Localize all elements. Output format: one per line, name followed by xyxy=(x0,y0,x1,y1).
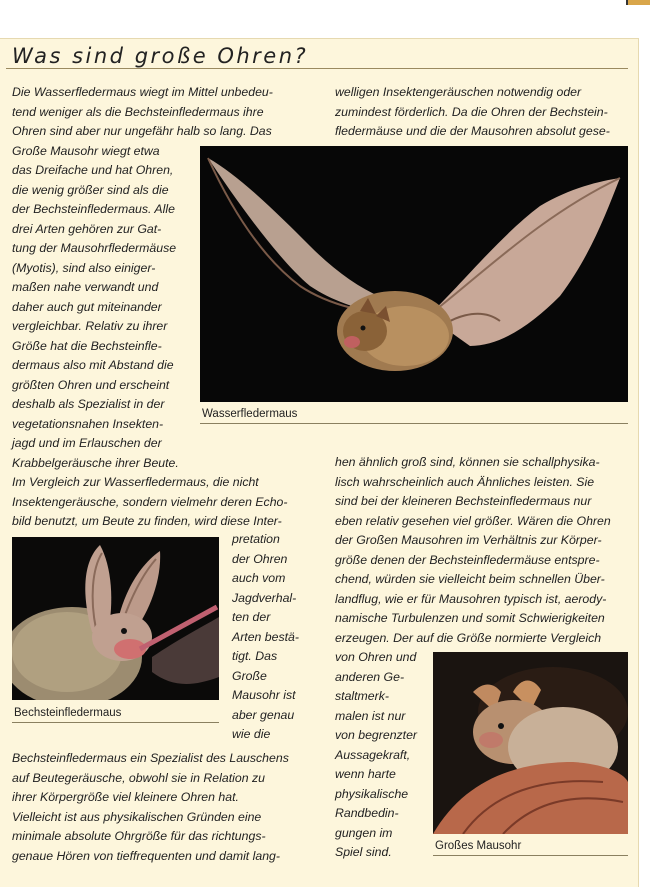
text-line: auch vom xyxy=(232,571,286,585)
text-line: landflug, wie er für Mausohren typisch ist, aerody- xyxy=(335,591,607,606)
text-line: Mausohr ist xyxy=(232,688,296,702)
text-line: größten Ohren und erscheint xyxy=(12,377,170,392)
text-line: deshalb als Spezialist in der xyxy=(12,397,165,411)
text-line: drei Arten gehören zur Gat- xyxy=(12,221,162,236)
text-line: lisch wahrscheinlich auch Ähnliches leisten. Sie xyxy=(335,474,595,489)
text-line: vegetationsnahen Insekten- xyxy=(12,416,164,431)
text-line: namische Turbulenzen und somit Schwierigkeiten xyxy=(335,611,605,625)
text-line: Große xyxy=(232,668,267,683)
text-line: ihrer Körpergröße viel kleinere Ohren hat. xyxy=(12,790,239,804)
caption-rule-bechsteinfledermaus xyxy=(12,722,219,723)
text-line: der Bechsteinfledermaus. Alle xyxy=(12,202,175,216)
caption-grosses-mausohr: Großes Mausohr xyxy=(435,840,522,852)
text-line: maßen nahe verwandt und xyxy=(12,280,159,294)
text-line: daher auch gut miteinander xyxy=(12,299,162,314)
text-line: ten der xyxy=(232,610,271,624)
text-line: welligen Insektengeräuschen notwendig oder xyxy=(335,85,582,99)
text-line: Bechsteinfledermaus ein Spezialist des Lauschens xyxy=(12,751,289,765)
text-line: Jagdverhal- xyxy=(232,590,297,605)
text-line: Größe hat die Bechsteinfle- xyxy=(12,338,162,353)
caption-bechsteinfledermaus: Bechsteinfledermaus xyxy=(14,707,122,719)
text-line: auf Beutegeräusche, obwohl sie in Relation zu xyxy=(12,770,265,785)
text-line: anderen Ge- xyxy=(335,669,405,684)
text-line: physikalische xyxy=(335,786,409,801)
text-line: hen ähnlich groß sind, können sie schallphysika- xyxy=(335,455,600,469)
text-line: Randbedin- xyxy=(335,806,399,820)
text-line: eben relativ gesehen viel größer. Wären die Ohren xyxy=(335,513,611,528)
caption-rule-wasserfledermaus xyxy=(200,423,628,424)
column2-top-text xyxy=(335,83,610,142)
column1-bottom-text xyxy=(12,749,289,866)
text-line: pretation xyxy=(232,532,280,546)
text-line: größe denen der Bechsteinfledermäuse entspre- xyxy=(335,552,600,567)
text-line: zumindest förderlich. Da die Ohren der Bechstein- xyxy=(335,104,608,119)
text-line: fledermäuse und die der Mausohren absolut gese- xyxy=(335,124,610,138)
text-line: wenn harte xyxy=(335,767,396,781)
text-line: Krabbelgeräusche ihrer Beute. xyxy=(12,455,179,470)
photo-wasserfledermaus xyxy=(200,146,628,402)
text-line: jagd und im Erlauschen der xyxy=(12,436,162,450)
text-line: der Ohren xyxy=(232,551,288,566)
text-line: Vielleicht ist aus physikalischen Gründen eine xyxy=(12,809,262,824)
corner-accent xyxy=(628,0,650,5)
text-line: chend, würden sie vielleicht beim schnellen Über- xyxy=(335,572,605,586)
text-line: Im Vergleich zur Wasserfledermaus, die nicht xyxy=(12,475,259,489)
text-line: gungen im xyxy=(335,825,393,840)
text-line: Insektengeräusche, sondern vielmehr deren Echo- xyxy=(12,494,288,509)
text-line: malen ist nur xyxy=(335,708,406,723)
text-line: tung der Mausohrfledermäuse xyxy=(12,241,177,255)
caption-wasserfledermaus: Wasserfledermaus xyxy=(202,408,298,420)
text-line: Die Wasserfledermaus wiegt im Mittel unbedeu- xyxy=(12,85,273,99)
text-line: die wenig größer sind als die xyxy=(12,182,169,197)
text-line: das Dreifache und hat Ohren, xyxy=(12,163,174,177)
caption-rule-grosses-mausohr xyxy=(433,855,628,856)
photo-grosses-mausohr xyxy=(433,652,628,834)
text-line: Aussagekraft, xyxy=(335,747,411,762)
text-line: erzeugen. Der auf die Größe normierte Vergleich xyxy=(335,630,602,645)
title-underline xyxy=(6,68,628,69)
text-line: dermaus also mit Abstand die xyxy=(12,358,174,372)
article-title: Was sind große Ohren? xyxy=(12,44,309,68)
text-line: minimale absolute Ohrgröße für das richtungs- xyxy=(12,829,266,843)
text-line: (Myotis), sind also einiger- xyxy=(12,260,156,275)
column2-middle-text xyxy=(335,453,611,648)
text-line: von begrenzter xyxy=(335,728,418,742)
text-line: vergleichbar. Relativ zu ihrer xyxy=(12,319,168,333)
text-line: der Großen Mausohren im Verhältnis zur Körper- xyxy=(335,533,602,547)
photo-bechsteinfledermaus xyxy=(12,537,219,700)
text-line: wie die xyxy=(232,727,271,741)
text-line: tigt. Das xyxy=(232,649,278,663)
text-line: aber genau xyxy=(232,707,295,722)
text-line: genaue Hören von tieffrequenten und damit lang- xyxy=(12,848,280,863)
column1-wrap-text xyxy=(232,530,299,745)
text-line: Große Mausohr wiegt etwa xyxy=(12,143,160,158)
text-line: tend weniger als die Bechsteinfledermaus ihre xyxy=(12,104,264,119)
text-line: Spiel sind. xyxy=(335,845,392,859)
text-line: von Ohren und xyxy=(335,650,417,664)
text-line: Ohren sind aber nur ungefähr halb so lang. Das xyxy=(12,124,272,138)
text-line: staltmerk- xyxy=(335,689,389,703)
column2-wrap-text xyxy=(335,648,417,863)
text-line: Arten bestä- xyxy=(232,629,299,644)
text-line: bild benutzt, um Beute zu finden, wird diese Inter- xyxy=(12,514,282,528)
text-line: sind bei der kleineren Bechsteinfledermaus nur xyxy=(335,494,592,508)
